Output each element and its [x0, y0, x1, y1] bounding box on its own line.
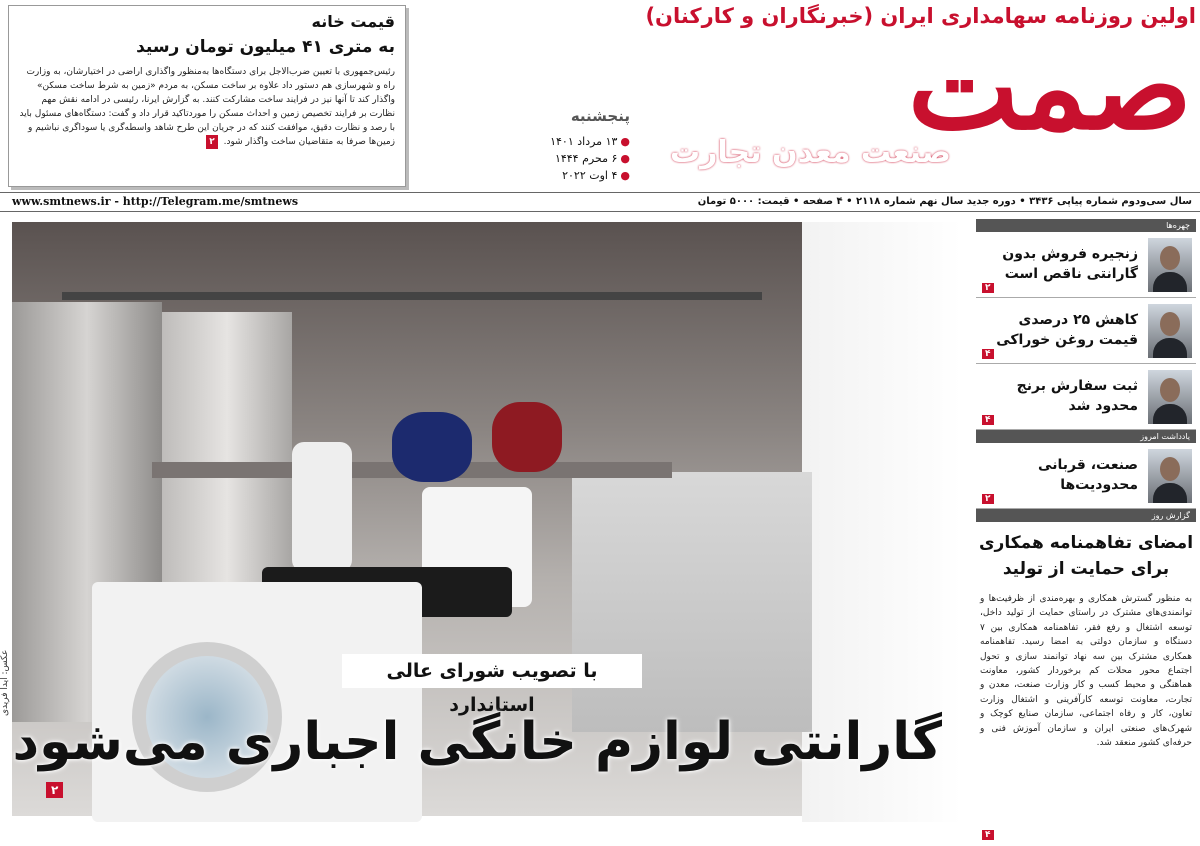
sidebar-story-title: کاهش ۲۵ درصدی قیمت روغن خوراکی: [996, 312, 1138, 348]
report-title: امضای تفاهمنامه همکاری برای حمایت از تولید: [978, 533, 1194, 579]
photo-stove: [572, 472, 812, 732]
page-number-badge: ۴: [982, 415, 994, 425]
section-label-faces: چهره‌ها: [976, 219, 1196, 232]
website-links: www.smtnews.ir - http://Telegram.me/smtnews: [12, 195, 299, 208]
sidebar-note-title: صنعت، قربانی محدودیت‌ها: [1038, 457, 1138, 493]
report-body: به منظور گسترش همکاری و بهره‌مندی از ظرفیت‌ها و توانمندی‌های مشترک در راستای حمایت از تولید داخل، توسعه اشتغال و رفع فقر، تفاهمنامه همکاری بین ۷ دستگاه و سازمان دولتی به امضا رسید. تفاهمنامه همکاری مشترک بین سه نهاد توانمند سازی و تحول اجتماع محور محلات کم برخوردار کشور، معاونت هماهنگی و محیط کسب و کار وزارت صنعت، معدن و تجارت، معاونت توسعه کارآفرینی و اشتغال وزارت تعاون، کار و رفاه اجتماعی، سازمان صنایع کوچک و شهرک‌های صنعتی ایران و سازمان آموزش فنی و حرفه‌ای کشور منعقد شد.: [980, 594, 1192, 749]
logo-sub-text: صنعت معدن تجارت: [670, 135, 951, 170]
page-number-badge: ۴: [982, 349, 994, 359]
main-subhead: با تصویب شورای عالی استاندارد: [342, 654, 642, 688]
photo-vacuum: [492, 402, 562, 472]
bullet-icon: ●: [620, 169, 630, 182]
bullet-icon: ●: [620, 152, 630, 165]
issue-info-strip: [0, 192, 1200, 212]
sidebar-story[interactable]: [976, 232, 1196, 298]
portrait-photo: [1148, 304, 1192, 358]
box-title: به متری ۴۱ میلیون تومان رسید: [136, 37, 395, 57]
sidebar-story[interactable]: [976, 298, 1196, 364]
page-number-badge: ۲: [982, 494, 994, 504]
page-number-badge: ۲: [982, 283, 994, 293]
issue-dates: [530, 108, 630, 184]
box-kicker: قیمت خانه: [311, 12, 395, 31]
sidebar-story-title: زنجیره فروش بدون گارانتی ناقص است: [1002, 246, 1138, 282]
photo-shelf: [62, 292, 762, 300]
daily-report[interactable]: [976, 522, 1196, 846]
portrait-photo: [1148, 238, 1192, 292]
logo-main-text: صمت: [907, 17, 1192, 156]
issue-details: سال سی‌ودوم شماره پیاپی ۳۴۳۶ • دوره جدید سال نهم شماره ۲۱۱۸ • ۴ صفحه • قیمت: ۵۰۰۰ تومان: [697, 196, 1192, 207]
weekday: پنجشنبه: [570, 107, 630, 125]
date-persian: ●۱۳ مرداد ۱۴۰۱: [550, 135, 630, 148]
section-label-report: گزارش روز: [976, 509, 1196, 522]
masthead: [640, 0, 1200, 190]
main-headline[interactable]: گارانتی لوازم خانگی اجباری می‌شود: [12, 712, 942, 772]
date-gregorian: ●۴ اوت ۲۰۲۲: [562, 169, 630, 182]
portrait-photo: [1148, 370, 1192, 424]
sidebar-story-title: ثبت سفارش برنج محدود شد: [1016, 378, 1138, 414]
photo-vacuum: [392, 412, 472, 482]
date-hijri: ●۶ محرم ۱۴۴۴: [554, 152, 630, 165]
page-number-badge: ۲: [206, 135, 218, 149]
section-label-note: یادداشت امروز: [976, 430, 1196, 443]
portrait-photo: [1148, 449, 1192, 503]
main-story-photo[interactable]: [12, 222, 958, 816]
newspaper-tagline: اولین روزنامه سهامداری ایران (خبرنگاران و کارکنان): [645, 4, 1196, 28]
photo-credit: عکس: آیدا فریدی: [0, 650, 10, 717]
page-number-badge: ۲: [46, 782, 63, 798]
box-body: رئیس‌جمهوری با تعیین ضرب‌الاجل برای دستگاه‌ها به‌منظور واگذاری اراضی در اختیارشان، به وزارت راه و شهرسازی هم دستور داد علاوه بر ساخت مسکن، به مردم «زمین به شرط ساخت مسکن» واگذار کند تا آنها نیز در فرایند ساخت مشارکت کنند. به گزارش ایرنا، رئیسی در ادامه نقش مهم نظارت بر فرایند تخصیص زمین و احداث مسکن را موردتاکید قرار داد و گفت: دستگاه‌های مسئول باید با رصد و نظارت دقیق، موافقت کنند که در جریان این طرح شاهد واسطه‌گری یا سوداگری نباشیم و زمین‌ها صرفا به متقاضیان ساخت واگذار شود. ۲: [19, 67, 395, 147]
page-number-badge: ۴: [982, 830, 994, 840]
photo-kettle: [292, 442, 352, 572]
right-sidebar: [976, 219, 1196, 840]
housing-price-box[interactable]: [8, 5, 406, 187]
bullet-icon: ●: [620, 135, 630, 148]
newspaper-logo: [652, 17, 1192, 178]
sidebar-note[interactable]: [976, 443, 1196, 509]
sidebar-story[interactable]: [976, 364, 1196, 430]
